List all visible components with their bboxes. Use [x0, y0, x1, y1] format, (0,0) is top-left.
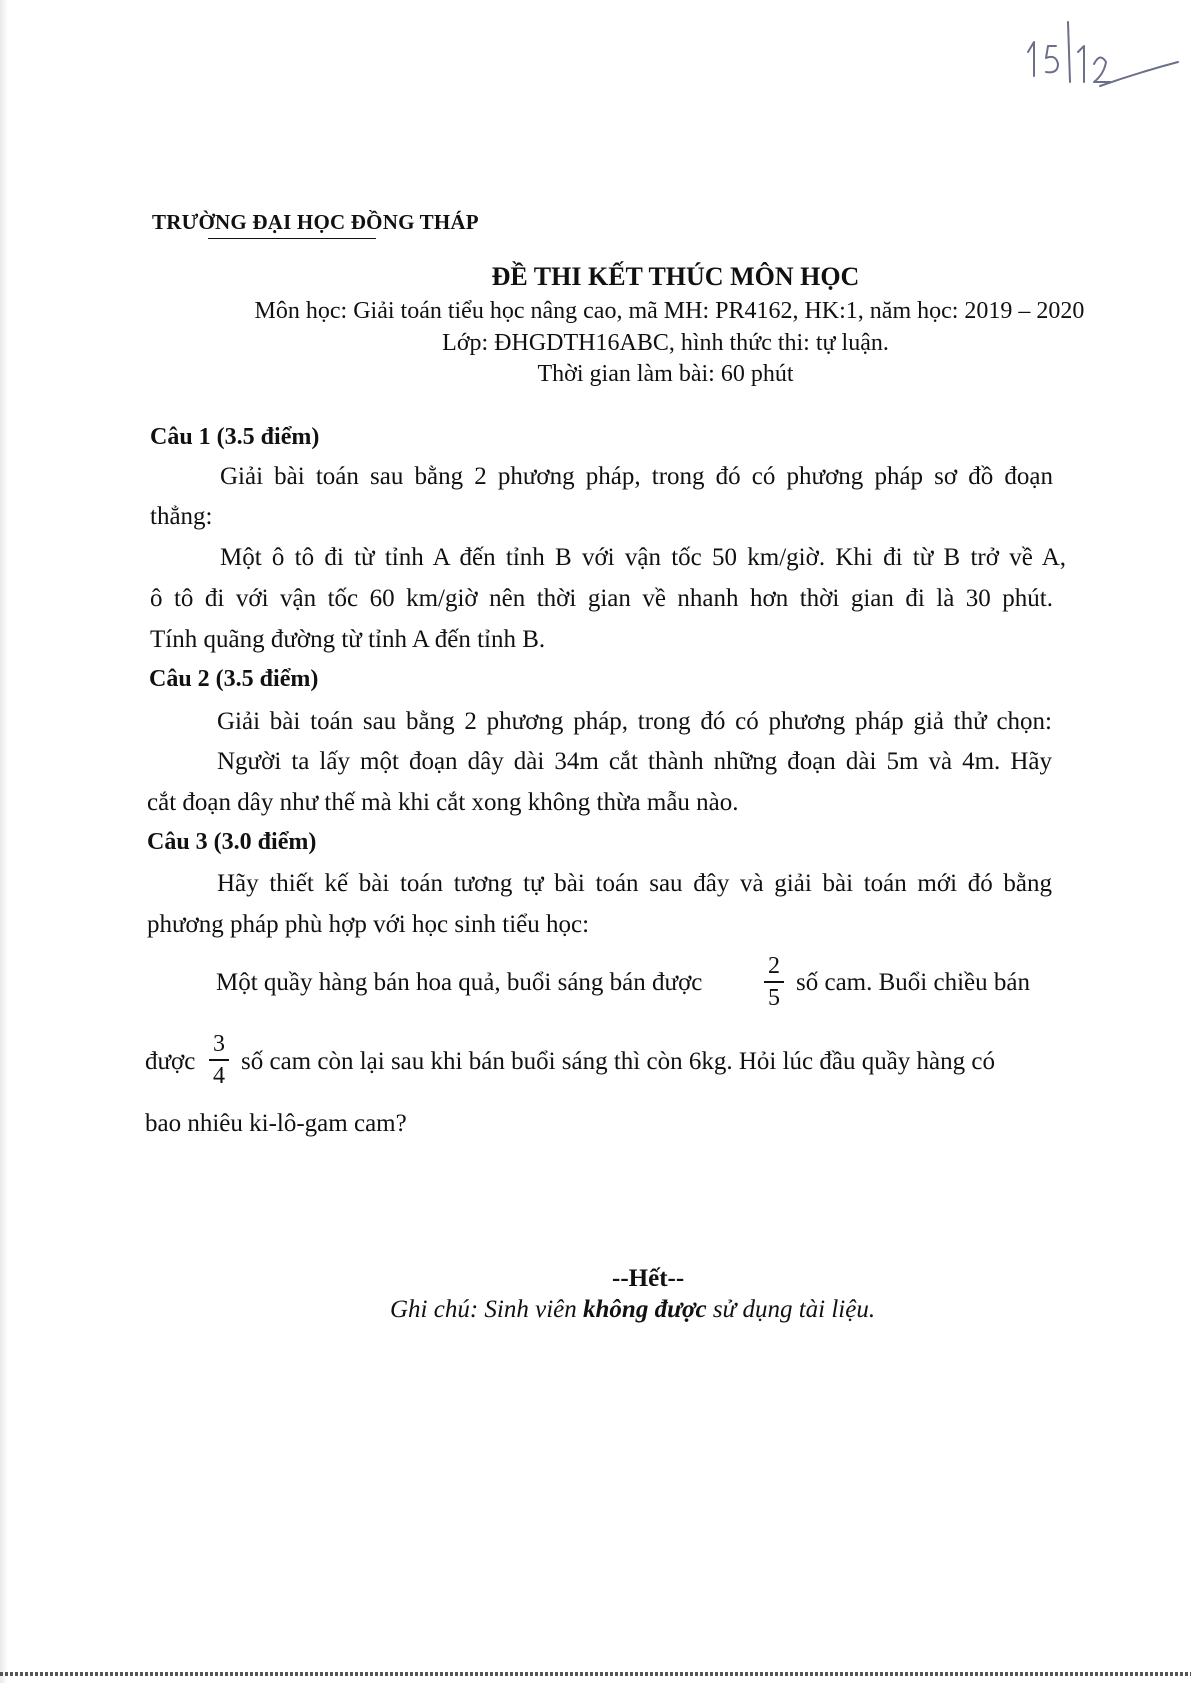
- question-2-problem-line-2: cắt đoạn dây như thế mà khi cắt xong không thừa mẫu nào.: [147, 789, 739, 816]
- question-3-problem-line-2a: được: [145, 1048, 196, 1075]
- question-1-heading: Câu 1 (3.5 điểm): [150, 424, 320, 450]
- question-1-problem-line-1: Một ô tô đi từ tỉnh A đến tỉnh B với vận tốc 50 km/giờ. Khi đi từ B trở về A,: [220, 544, 1066, 571]
- fraction-2-denominator: 4: [213, 1063, 225, 1089]
- question-1-instruction-line-1: Giải bài toán sau bằng 2 phương pháp, trong đó có phương pháp sơ đồ đoạn: [220, 463, 1053, 490]
- time-line: Thời gian làm bài: 60 phút: [537, 361, 794, 387]
- exam-title-text: ĐỀ THI KẾT THÚC MÔN HỌC: [491, 262, 860, 291]
- question-3-problem-line-3: bao nhiêu ki-lô-gam cam?: [145, 1110, 407, 1137]
- question-1-problem-line-2: ô tô đi với vận tốc 60 km/giờ nên thời gian về nhanh hơn thời gian đi là 30 phút.: [150, 585, 1053, 612]
- question-1-problem-line-3: Tính quãng đường từ tỉnh A đến tỉnh B.: [150, 626, 546, 653]
- question-3-instruction-line-2: phương pháp phù hợp với học sinh tiểu học:: [147, 911, 590, 938]
- fraction-three-quarters: [207, 1030, 231, 1090]
- scan-edge-shadow: [0, 0, 8, 1683]
- question-2-instruction-line-1: Giải bài toán sau bằng 2 phương pháp, trong đó có phương pháp giả thử chọn:: [217, 708, 1052, 735]
- question-1-instruction-line-2: thẳng:: [150, 503, 213, 530]
- fraction-1-bar: [764, 981, 784, 983]
- school-underline: [208, 238, 376, 239]
- class-line: Lớp: ĐHGDTH16ABC, hình thức thi: tự luận.: [442, 330, 889, 356]
- fraction-2-numerator: 3: [213, 1031, 225, 1057]
- fraction-2-bar: [209, 1059, 229, 1061]
- question-3-heading: Câu 3 (3.0 điểm): [147, 829, 317, 855]
- footer-note: [390, 1296, 875, 1324]
- subject-line: Môn học: Giải toán tiểu học nâng cao, mã MH: PR4162, HK:1, năm học: 2019 – 2020: [254, 298, 1085, 324]
- question-3-instruction-line-1: Hãy thiết kế bài toán tương tự bài toán sau đây và giải bài toán mới đó bằng: [217, 870, 1052, 897]
- question-2-heading: Câu 2 (3.5 điểm): [149, 666, 319, 692]
- footer-note-suffix: sử dụng tài liệu.: [706, 1296, 876, 1323]
- footer-note-prefix: Ghi chú: Sinh viên: [390, 1296, 584, 1323]
- exam-title: [0, 262, 1191, 292]
- fraction-1-numerator: 2: [768, 953, 780, 979]
- question-3-problem-line-2b: số cam còn lại sau khi bán buổi sáng thì còn 6kg. Hỏi lúc đầu quầy hàng có: [241, 1048, 996, 1075]
- scan-bottom-edge: [0, 1672, 1191, 1676]
- school-name: TRƯỜNG ĐẠI HỌC ĐỒNG THÁP: [152, 210, 479, 234]
- handwritten-date-note: [1020, 12, 1180, 102]
- fraction-1-denominator: 5: [768, 985, 780, 1011]
- fraction-two-fifths: [762, 952, 786, 1012]
- question-3-problem-line-1b: số cam. Buổi chiều bán: [796, 969, 1030, 996]
- footer-note-emphasis: không được: [583, 1296, 707, 1323]
- question-2-problem-line-1: Người ta lấy một đoạn dây dài 34m cắt thành những đoạn dài 5m và 4m. Hãy: [217, 748, 1052, 775]
- question-3-problem-line-1a: Một quầy hàng bán hoa quả, buổi sáng bán được: [216, 969, 703, 996]
- end-marker: --Hết--: [612, 1265, 685, 1292]
